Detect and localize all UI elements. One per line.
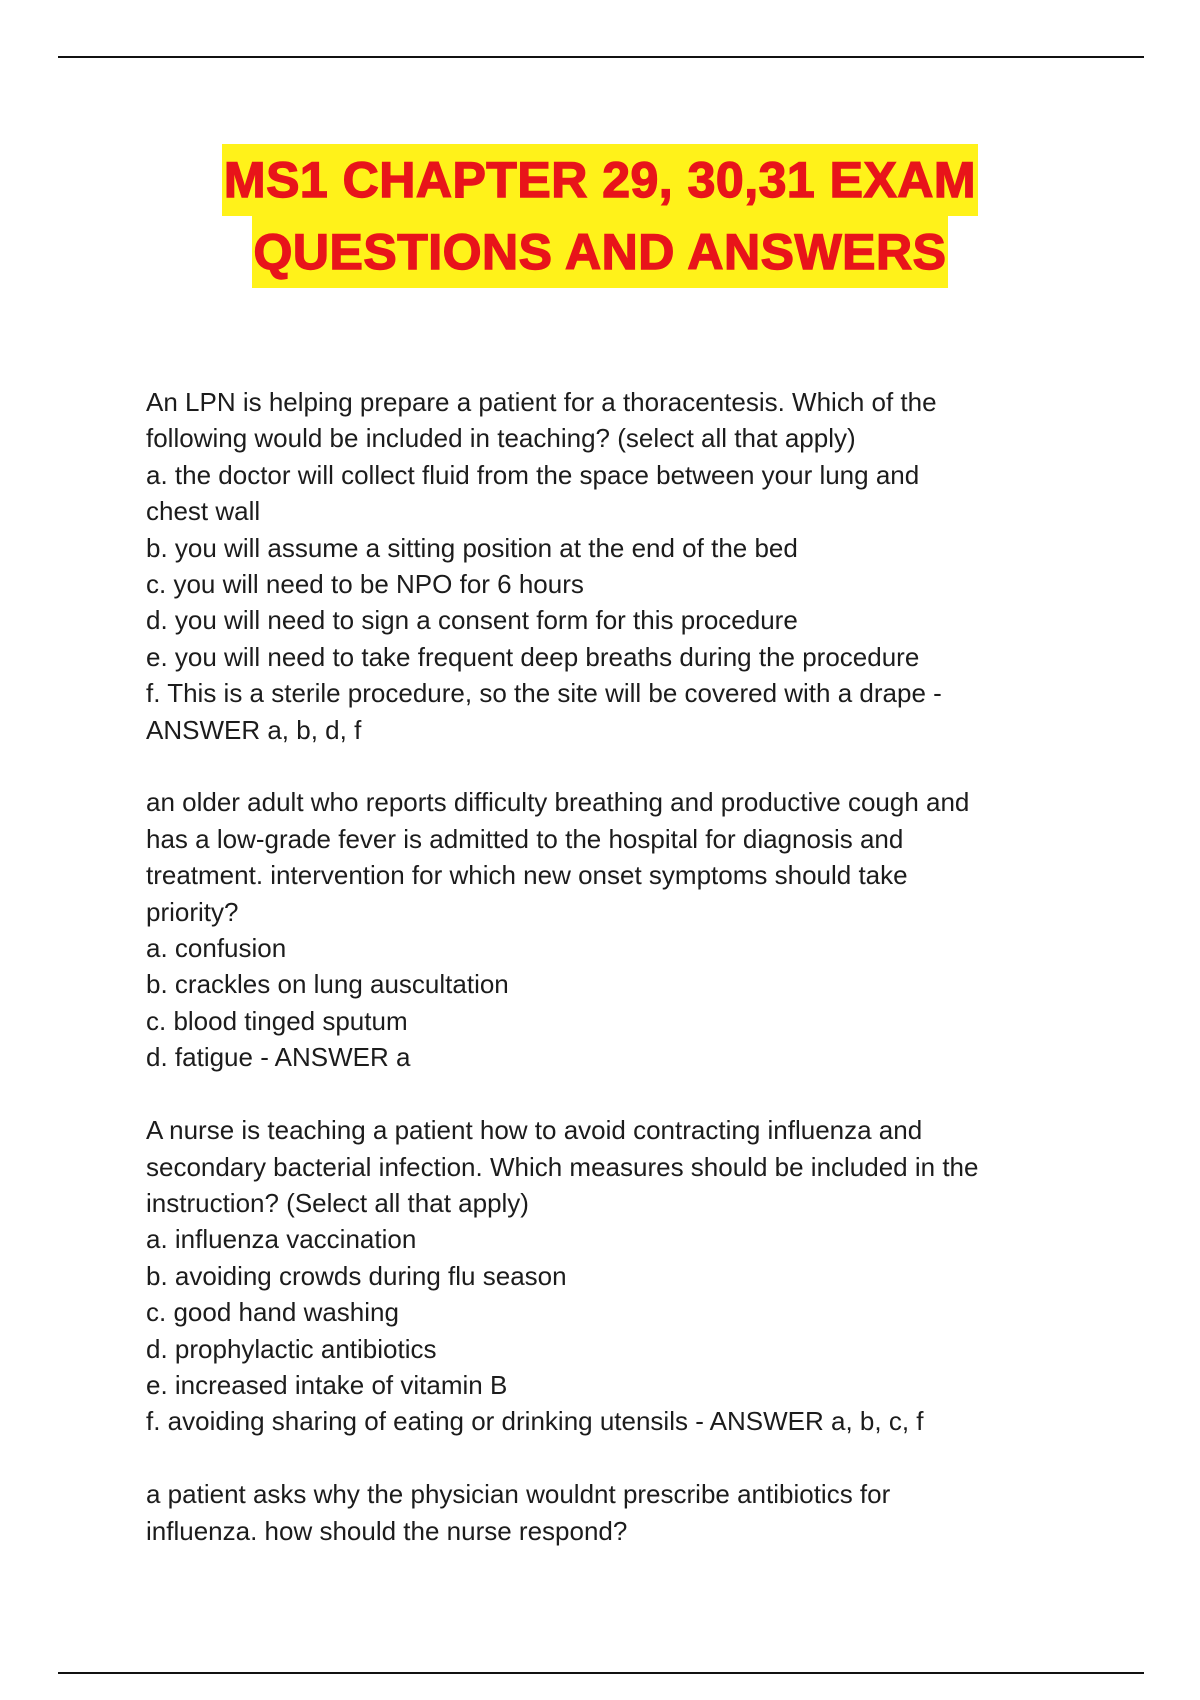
question-text-line: ANSWER a, b, d, f bbox=[146, 714, 362, 745]
question-block bbox=[146, 1476, 1106, 1549]
question-text-line: treatment. intervention for which new onset symptoms should take bbox=[146, 860, 908, 891]
question-list bbox=[146, 384, 1106, 1585]
question-text-line: b. crackles on lung auscultation bbox=[146, 969, 509, 1000]
question-text-line: d. fatigue - ANSWER a bbox=[146, 1042, 411, 1073]
question-text-line: following would be included in teaching? (select all that apply) bbox=[146, 423, 856, 454]
question-text-line: b. avoiding crowds during flu season bbox=[146, 1260, 567, 1291]
question-text-line: priority? bbox=[146, 896, 239, 927]
question-text-line: a patient asks why the physician wouldnt prescribe antibiotics for bbox=[146, 1479, 891, 1510]
question-text-line: d. you will need to sign a consent form for this procedure bbox=[146, 605, 798, 636]
question-text-line: An LPN is helping prepare a patient for a thoracentesis. Which of the bbox=[146, 387, 937, 417]
title-line-1: MS1 CHAPTER 29, 30,31 EXAM bbox=[222, 144, 978, 216]
question-text-line: influenza. how should the nurse respond? bbox=[146, 1515, 628, 1546]
question-text-line: c. blood tinged sputum bbox=[146, 1005, 408, 1036]
question-text-line: has a low-grade fever is admitted to the hospital for diagnosis and bbox=[146, 823, 904, 854]
question-text-line: instruction? (Select all that apply) bbox=[146, 1187, 529, 1218]
question-text-line: a. influenza vaccination bbox=[146, 1224, 417, 1255]
question-text-line: b. you will assume a sitting position at the end of the bed bbox=[146, 532, 798, 563]
question-text-line: secondary bacterial infection. Which measures should be included in the bbox=[146, 1151, 979, 1182]
question-text-line: a. confusion bbox=[146, 933, 287, 964]
question-text-line: an older adult who reports difficulty breathing and productive cough and bbox=[146, 787, 970, 818]
question-text-line: A nurse is teaching a patient how to avoid contracting influenza and bbox=[146, 1115, 923, 1146]
question-text-line: f. This is a sterile procedure, so the site will be covered with a drape - bbox=[146, 678, 942, 709]
question-text-line: d. prophylactic antibiotics bbox=[146, 1333, 437, 1364]
question-text-line: c. you will need to be NPO for 6 hours bbox=[146, 569, 584, 600]
question-text-line: c. good hand washing bbox=[146, 1297, 399, 1328]
question-block bbox=[146, 384, 1106, 748]
question-text-line: e. increased intake of vitamin B bbox=[146, 1369, 508, 1400]
question-text-line: a. the doctor will collect fluid from the space between your lung and bbox=[146, 459, 920, 490]
bottom-rule bbox=[58, 1672, 1144, 1674]
top-rule bbox=[58, 56, 1144, 58]
question-block bbox=[146, 1112, 1106, 1440]
question-text-line: f. avoiding sharing of eating or drinking utensils - ANSWER a, b, c, f bbox=[146, 1406, 924, 1437]
question-block bbox=[146, 784, 1106, 1075]
title-line-2: QUESTIONS AND ANSWERS bbox=[252, 216, 949, 288]
document-title bbox=[0, 144, 1200, 288]
question-text-line: e. you will need to take frequent deep breaths during the procedure bbox=[146, 641, 920, 672]
question-text-line: chest wall bbox=[146, 496, 261, 527]
